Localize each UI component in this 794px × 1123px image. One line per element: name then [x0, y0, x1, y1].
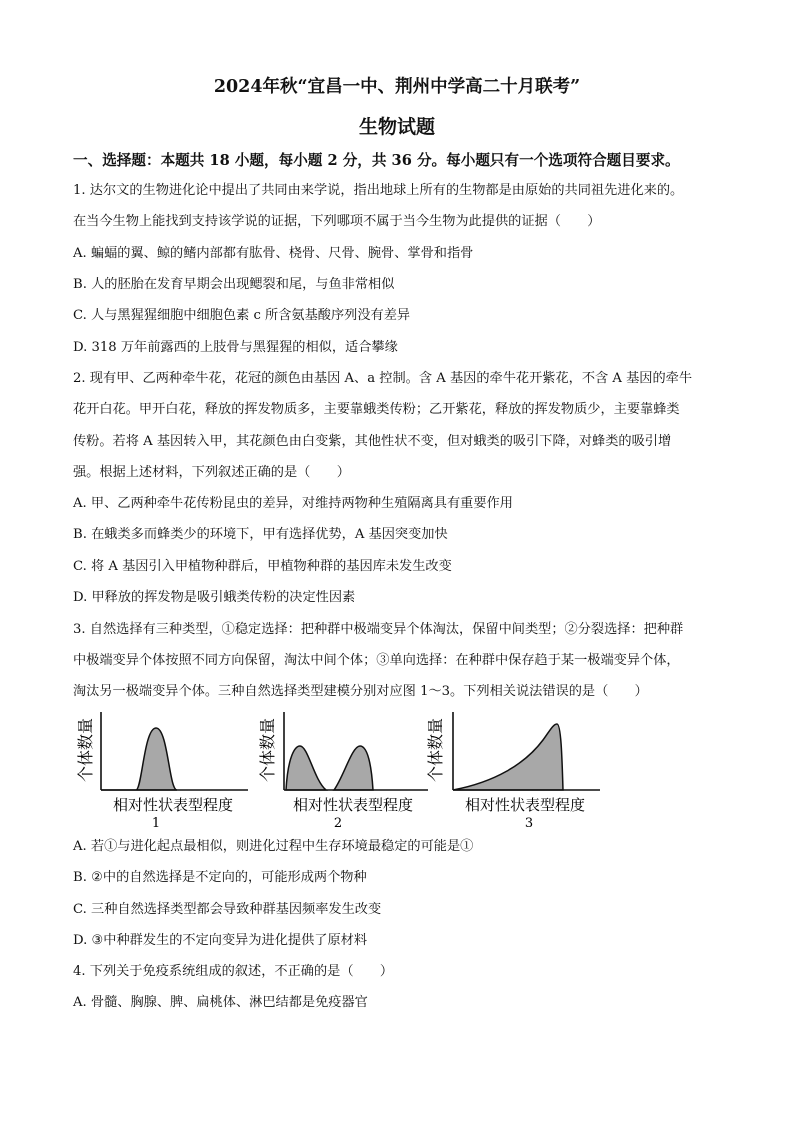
- q3-option-a: A. 若①与进化起点最相似，则进化过程中生存环境最稳定的可能是①: [73, 839, 474, 854]
- figure-2-number: 2: [333, 816, 343, 830]
- q3-option-d: D. ③中种群发生的不定向变异为进化提供了原材料: [73, 933, 368, 948]
- figure-3-xlabel: 相对性状表型程度: [464, 796, 586, 814]
- figure-2-xlabel: 相对性状表型程度: [292, 796, 414, 814]
- figure-3-curve: [453, 724, 563, 790]
- exam-title: 2024年秋“宜昌一中、荆州中学高二十月联考”: [213, 77, 581, 97]
- q2-stem-line-2: 花开白花。甲开白花，释放的挥发物质多，主要靠蛾类传粉；乙开紫花，释放的挥发物质少，主要靠蜂类: [73, 402, 680, 417]
- q3-stem-line-2: 中极端变异个体按照不同方向保留，淘汰中间个体；③单向选择：在种群中保存趋于某一极端变异个体，: [73, 653, 680, 668]
- figure-3-ylabel: 个体数量: [426, 717, 445, 783]
- q3-option-b: B. ②中的自然选择是不定向的，可能形成两个物种: [73, 870, 367, 885]
- q2-stem-line-3: 传粉。若将 A 基因转入甲，其花颜色由白变紫，其他性状不变，但对蛾类的吸引下降，对蜂类的吸引增: [73, 434, 672, 449]
- q2-stem-line-4: 强。根据上述材料，下列叙述正确的是（ ）: [73, 465, 350, 480]
- q2-option-b: B. 在蛾类多而蜂类少的环境下，甲有选择优势，A 基因突变加快: [73, 527, 448, 542]
- q2-stem-line-1: 2. 现有甲、乙两种牵牛花，花冠的颜色由基因 A、a 控制。含 A 基因的牵牛花开紫花，不含 A 基因的牵牛: [73, 371, 693, 386]
- figure-1-number: 1: [151, 816, 161, 830]
- q2-option-c: C. 将 A 基因引入甲植物种群后，甲植物种群的基因库未发生改变: [73, 559, 452, 574]
- q1-option-b: B. 人的胚胎在发育早期会出现鳃裂和尾，与鱼非常相似: [73, 277, 395, 292]
- q4-stem-line-1: 4. 下列关于免疫系统组成的叙述，不正确的是（ ）: [73, 964, 394, 979]
- q1-stem-line-2: 在当今生物上能找到支持该学说的证据，下列哪项不属于当今生物为此提供的证据（ ）: [73, 214, 601, 229]
- figure-2-disruptive-selection: [248, 706, 433, 830]
- figure-1-ylabel: 个体数量: [76, 717, 95, 783]
- figure-1-stabilizing-selection: [68, 706, 253, 830]
- q1-stem-line-1: 1. 达尔文的生物进化论中提出了共同由来学说，指出地球上所有的生物都是由原始的共同祖先进化来的。: [73, 183, 684, 198]
- q2-option-a: A. 甲、乙两种牵牛花传粉昆虫的差异，对维持两物种生殖隔离具有重要作用: [73, 496, 513, 511]
- q3-stem-line-3: 淘汰另一极端变异个体。三种自然选择类型建模分别对应图 1～3。下列相关说法错误的是（ ）: [73, 684, 648, 699]
- figure-1-xlabel: 相对性状表型程度: [112, 796, 234, 814]
- section-heading: 一、选择题：本题共 18 小题，每小题 2 分，共 36 分。每小题只有一个选项符合题目要求。: [73, 152, 680, 169]
- q3-option-c: C. 三种自然选择类型都会导致种群基因频率发生改变: [73, 902, 382, 917]
- q1-option-c: C. 人与黑猩猩细胞中细胞色素 c 所含氨基酸序列没有差异: [73, 308, 411, 323]
- q3-stem-line-1: 3. 自然选择有三种类型，①稳定选择：把种群中极端变异个体淘汰，保留中间类型；②分裂选择：把种群: [73, 622, 684, 637]
- q1-option-d: D. 318 万年前露西的上肢骨与黑猩猩的相似，适合攀缘: [73, 340, 398, 355]
- figure-3-directional-selection: [425, 706, 610, 830]
- figure-2-left-curve: [286, 746, 326, 790]
- q2-option-d: D. 甲释放的挥发物是吸引蛾类传粉的决定性因素: [73, 590, 356, 605]
- q4-option-a: A. 骨髓、胸腺、脾、扁桃体、淋巴结都是免疫器官: [73, 995, 368, 1010]
- exam-subtitle: 生物试题: [358, 116, 435, 138]
- figure-1-curve: [101, 728, 177, 790]
- q1-option-a: A. 蝙蝠的翼、鲸的鳍内部都有肱骨、桡骨、尺骨、腕骨、掌骨和指骨: [73, 246, 474, 261]
- figure-2-ylabel: 个体数量: [258, 717, 277, 783]
- figure-3-number: 3: [524, 816, 534, 830]
- figure-2-right-curve: [334, 746, 373, 790]
